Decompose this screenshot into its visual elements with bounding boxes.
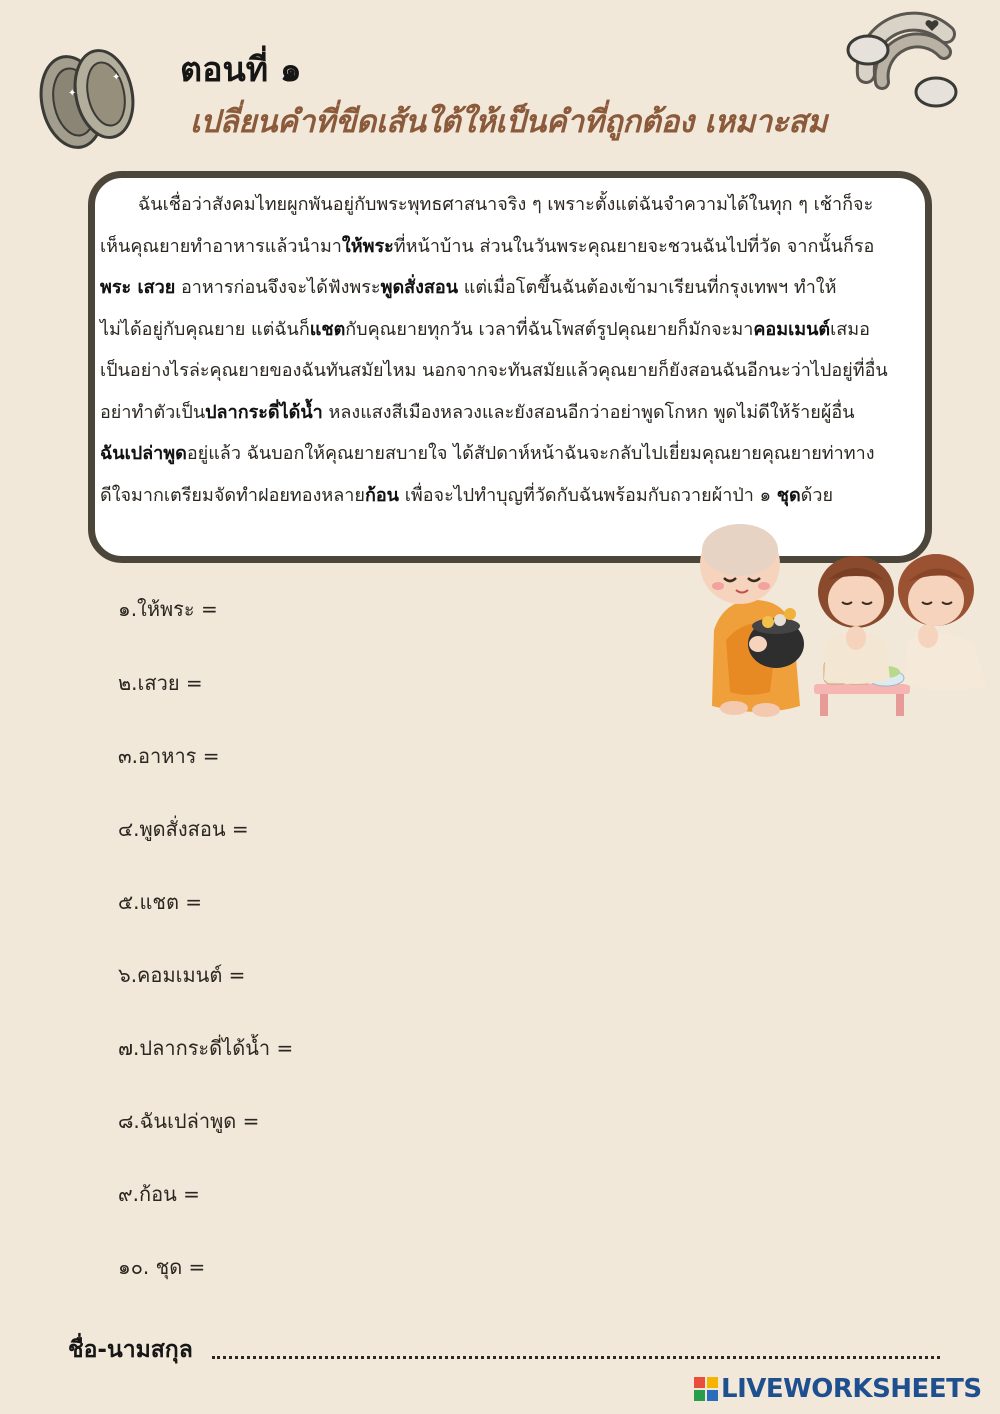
story-line: ฉันเปล่าพูดอยู่แล้ว ฉันบอกให้คุณยายสบายใจ ได้สัปดาห์หน้าฉันจะกลับไปเยี่ยมคุณยายคุณยายท่าทาง — [100, 443, 875, 464]
target-word: พูดสั่งสอน — [380, 277, 459, 298]
question-item: ๑๐. ชุด = — [118, 1255, 206, 1279]
section-title: ตอนที่ ๑ — [180, 50, 302, 90]
story-line: เห็นคุณยายทำอาหารแล้วนำมาให้พระที่หน้าบ้าน ส่วนในวันพระคุณยายจะชวนฉันไปที่วัด จากนั้นก็รอ — [100, 235, 875, 257]
target-word: ฉันเปล่าพูด — [100, 443, 187, 464]
story-line: อย่าทำตัวเป็นปลากระดี่ได้น้ำ หลงแสงสีเมืองหลวงและยังสอนอีกว่าอย่าพูดโกหก พูดไม่ดีให้ร้ายผู้อื่น — [100, 401, 855, 423]
target-word: ให้พระ — [341, 235, 394, 257]
svg-text:✦: ✦ — [68, 88, 77, 99]
story-line: ไม่ได้อยู่กับคุณยาย แต่ฉันก็แชตกับคุณยายทุกวัน เวลาที่ฉันโพสต์รูปคุณยายก็มักจะมาคอมเมนต์เสมอ — [100, 318, 870, 340]
target-word: ก้อน — [364, 484, 399, 506]
target-word: ชุด — [776, 484, 801, 506]
question-item: ๗.ปลากระดี่ได้น้ำ = — [118, 1036, 294, 1060]
question-item: ๑.ให้พระ = — [118, 597, 218, 621]
question-item: ๘.ฉันเปล่าพูด = — [118, 1109, 260, 1133]
target-word: แชต — [309, 318, 346, 340]
question-item: ๔.พูดสั่งสอน = — [118, 817, 249, 841]
question-item: ๓.อาหาร = — [118, 744, 220, 768]
story-line: ดีใจมากเตรียมจัดทำฝอยทองหลายก้อน เพื่อจะไปทำบุญที่วัดกับฉันพร้อมกับถวายผ้าป่า ๑ ชุดด้วย — [100, 484, 833, 506]
target-word: พระ เสวย — [100, 277, 176, 298]
question-item: ๖.คอมเมนต์ = — [118, 963, 246, 987]
brand-text: LIVEWORKSHEETS — [721, 1374, 982, 1404]
rainbow-cloud-icon — [846, 4, 962, 114]
brand-logo — [694, 1374, 982, 1404]
story-line: ฉันเชื่อว่าสังคมไทยผูกพันอยู่กับพระพุทธศาสนาจริง ๆ เพราะตั้งแต่ฉันจำความได้ในทุก ๆ เช้าก็จะ — [138, 194, 874, 215]
target-word: ปลากระดี่ได้น้ำ — [205, 401, 323, 423]
name-label: ชื่อ-นามสกุล — [68, 1337, 193, 1363]
monk-and-children-illustration — [696, 520, 992, 720]
story-line: เป็นอย่างไรล่ะคุณยายของฉันทันสมัยไหม นอกจากจะทันสมัยแล้วคุณยายก็ยังสอนฉันอีกนะว่าไปอยู่ที่อื่น — [100, 360, 888, 381]
question-item: ๕.แชต = — [118, 890, 203, 914]
question-item: ๙.ก้อน = — [118, 1182, 200, 1206]
liveworksheets-logo-icon — [694, 1377, 718, 1401]
target-word: คอมเมนต์ — [753, 318, 831, 340]
name-dotted-line — [212, 1356, 940, 1359]
ring-ornament-icon — [38, 46, 138, 154]
svg-text:✦: ✦ — [112, 72, 121, 83]
instruction-heading: เปลี่ยนคำที่ขีดเส้นใต้ให้เป็นคำที่ถูกต้อง เหมาะสม — [190, 104, 828, 140]
question-item: ๒.เสวย = — [118, 671, 203, 695]
story-paragraph — [100, 184, 922, 516]
story-line: พระ เสวย อาหารก่อนจึงจะได้ฟังพระพูดสั่งสอน แต่เมื่อโตขึ้นฉันต้องเข้ามาเรียนที่กรุงเทพฯ ทำให้ — [100, 277, 837, 298]
